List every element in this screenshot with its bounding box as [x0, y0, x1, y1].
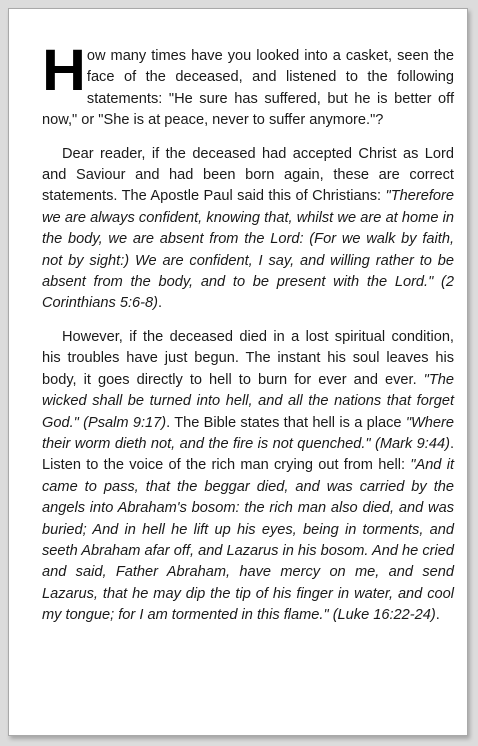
paragraph-1-text: ow many times have you looked into a casket, seen the face of the deceased, and listened to the following statements: "He sure has suffered, but he is better off now," or "She is at peace, never to suffer anymore."? [42, 48, 454, 129]
scripture-quote-luke: "And it came to pass, that the beggar died, and was carried by the angels into Abraham's bosom: the rich man also died, and was buried; And in hell he lift up his eyes, being in torments, and seeth Abraham afar off, and Lazarus in his bosom. And he cried and said, Father Abraham, have mercy on me, and send Lazarus, that he may dip the tip of his finger in water, and cool my tongue; for I am tormented in this flame." (Luke 16:22-24) [42, 457, 454, 624]
paragraph-3-text: However, if the deceased died in a lost spiritual condition, his troubles have just begun. The instant his soul leaves his body, it goes directly to hell to burn for ever and ever. [42, 328, 454, 388]
paragraph-3 [42, 327, 454, 627]
body-text [42, 38, 454, 639]
scripture-quote-2-corinthians: "Therefore we are always confident, knowing that, whilst we are at home in the body, we are absent from the Lord: (For we walk by faith, not by sight:) We are confident, I say, and willing rather to be absent from the body, and to be present with the Lord." (2 Corinthians 5:6-8) [42, 188, 454, 312]
paragraph-3-mid-2: . Listen to the voice of the rich man crying out from hell: [42, 435, 454, 474]
drop-cap: H [42, 38, 86, 103]
paragraph-2-end: . [158, 295, 163, 312]
paragraph-3-end: . [435, 607, 440, 624]
scripture-quote-psalm: "The wicked shall be turned into hell, and all the nations that forget God." (Psalm 9:17) [42, 371, 454, 431]
paragraph-3-mid-1: . The Bible states that hell is a place [166, 414, 406, 431]
paragraph-2 [42, 144, 454, 315]
paragraph-1 [42, 38, 454, 132]
page [8, 8, 468, 736]
scripture-quote-mark: "Where their worm dieth not, and the fire is not quenched." (Mark 9:44) [42, 414, 454, 452]
paragraph-2-text: Dear reader, if the deceased had accepted Christ as Lord and Saviour and had been born again, these are correct statements. The Apostle Paul said this of Christians: [42, 145, 454, 205]
